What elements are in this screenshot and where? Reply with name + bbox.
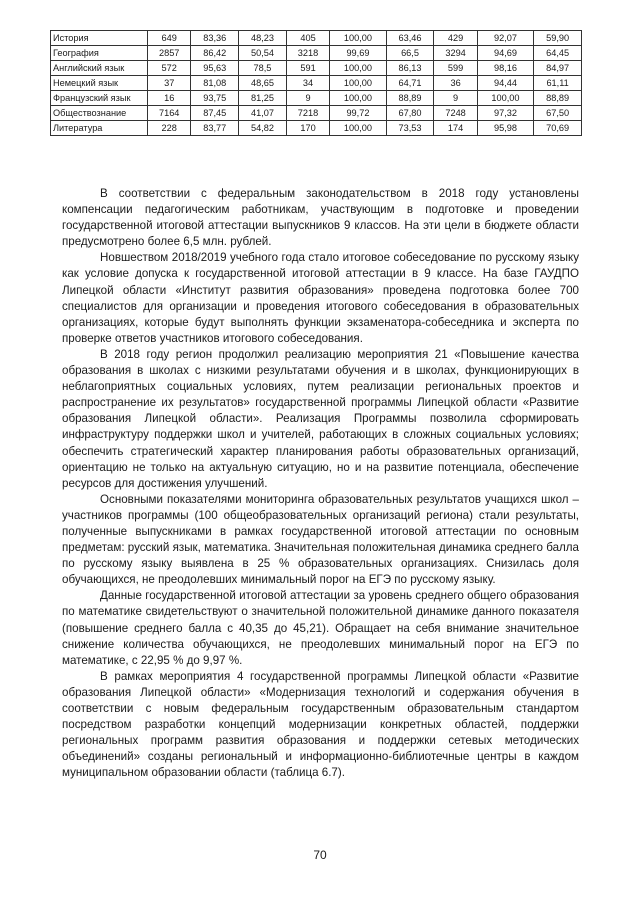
value-cell: 97,32 — [477, 106, 533, 121]
table-row — [51, 46, 582, 61]
value-cell: 70,69 — [534, 121, 582, 136]
value-cell: 87,45 — [191, 106, 239, 121]
value-cell: 34 — [286, 76, 329, 91]
subject-cell: Обществознание — [51, 106, 148, 121]
value-cell: 2857 — [148, 46, 191, 61]
value-cell: 100,00 — [330, 61, 386, 76]
value-cell: 37 — [148, 76, 191, 91]
paragraph: В соответствии с федеральным законодательством в 2018 году установлены компенсации педагогическим работникам, участвующим в подготовке и проведении государственной итоговой аттестации выпускников 9 классов. На эти цели в бюджете области предусмотрено более 6,5 млн. рублей. — [62, 187, 579, 249]
value-cell: 63,46 — [386, 31, 434, 46]
value-cell: 100,00 — [330, 121, 386, 136]
value-cell: 41,07 — [239, 106, 287, 121]
paragraph: Основными показателями мониторинга образовательных результатов учащихся школ – участников программы (100 общеобразовательных организаций региона) стали результаты, полученные выпускниками в рамках государственной итоговой аттестации по основным предметам: русский язык, математика. Значительная положительная динамика среднего балла по русскому языку выявлена в 25 % образовательных организациях. Снизилась доля обучающихся, не преодолевших минимальный порог на ЕГЭ по русскому языку. — [62, 492, 579, 587]
value-cell: 84,97 — [534, 61, 582, 76]
value-cell: 7248 — [434, 106, 477, 121]
value-cell: 591 — [286, 61, 329, 76]
value-cell: 95,63 — [191, 61, 239, 76]
value-cell: 572 — [148, 61, 191, 76]
value-cell: 88,89 — [386, 91, 434, 106]
results-table — [50, 30, 582, 136]
value-cell: 92,07 — [477, 31, 533, 46]
value-cell: 81,25 — [239, 91, 287, 106]
value-cell: 99,69 — [330, 46, 386, 61]
value-cell: 9 — [434, 91, 477, 106]
value-cell: 67,50 — [534, 106, 582, 121]
value-cell: 7218 — [286, 106, 329, 121]
table-row — [51, 121, 582, 136]
value-cell: 78,5 — [239, 61, 287, 76]
value-cell: 59,90 — [534, 31, 582, 46]
paragraph: В рамках мероприятия 4 государственной программы Липецкой области «Развитие образования Липецкой области» «Модернизация технологий и содержания обучения в соответствии с новым федеральным государственным образовательным стандартом посредством разработки концепций модернизации конкретных областей, поддержки региональных программ развития образования и поддержки сетевых методических объединений» созданы региональный и информационно-библиотечные центры в каждом муниципальном образовании области (таблица 6.7). — [62, 669, 579, 780]
value-cell: 16 — [148, 91, 191, 106]
value-cell: 100,00 — [330, 76, 386, 91]
value-cell: 83,36 — [191, 31, 239, 46]
value-cell: 228 — [148, 121, 191, 136]
paragraph: Новшеством 2018/2019 учебного года стало итоговое собеседование по русскому языку как условие допуска к государственной итоговой аттестации в 9 классе. На базе ГАУДПО Липецкой области «Институт развития образования» проведена подготовка более 700 специалистов для организации и проведения итогового собеседования в образовательных организациях, которые будут выполнять функции экзаменатора-собеседника и эксперта по проверке ответов участников итогового собеседования. — [62, 251, 579, 345]
results-table-body — [51, 31, 582, 136]
paragraph: В 2018 году регион продолжил реализацию мероприятия 21 «Повышение качества образования в школах с низкими результатами обучения и в школах, функционирующих в неблагоприятных социальных условиях, путем реализации региональных проектов и распространение их результатов» государственной программы Липецкой области «Развитие образования Липецкой области». Реализация Программы позволила сформировать инфраструктуру поддержки школ и учителей, работающих в сложных социальных условиях; обеспечить стратегический характер планирования работы образовательных организаций, ориентацию не только на актуальную ситуацию, но и на развитие потенциала, обеспечение ресурсов для достижения улучшений. — [62, 347, 579, 490]
subject-cell: Немецкий язык — [51, 76, 148, 91]
subject-cell: Французский язык — [51, 91, 148, 106]
value-cell: 83,77 — [191, 121, 239, 136]
value-cell: 93,75 — [191, 91, 239, 106]
value-cell: 36 — [434, 76, 477, 91]
value-cell: 9 — [286, 91, 329, 106]
table-row — [51, 91, 582, 106]
value-cell: 54,82 — [239, 121, 287, 136]
value-cell: 86,13 — [386, 61, 434, 76]
value-cell: 86,42 — [191, 46, 239, 61]
value-cell: 3294 — [434, 46, 477, 61]
value-cell: 174 — [434, 121, 477, 136]
value-cell: 66,5 — [386, 46, 434, 61]
value-cell: 61,11 — [534, 76, 582, 91]
value-cell: 64,45 — [534, 46, 582, 61]
value-cell: 95,98 — [477, 121, 533, 136]
body-text — [62, 186, 579, 781]
value-cell: 3218 — [286, 46, 329, 61]
paragraph: Данные государственной итоговой аттестации за уровень среднего общего образования по математике свидетельствуют о значительной положительной динамике данного показателя (повышение среднего балла с 40,35 до 45,21). Обращает на себя внимание значительное снижение количества обучающихся, не преодолевших минимальный порог на ЕГЭ по математике, с 22,95 % до 9,97 %. — [62, 589, 579, 667]
value-cell: 405 — [286, 31, 329, 46]
value-cell: 429 — [434, 31, 477, 46]
subject-cell: Литература — [51, 121, 148, 136]
table-row — [51, 106, 582, 121]
value-cell: 50,54 — [239, 46, 287, 61]
value-cell: 649 — [148, 31, 191, 46]
value-cell: 599 — [434, 61, 477, 76]
page-number: 70 — [313, 848, 327, 862]
value-cell: 81,08 — [191, 76, 239, 91]
value-cell: 94,69 — [477, 46, 533, 61]
value-cell: 67,80 — [386, 106, 434, 121]
value-cell: 100,00 — [330, 91, 386, 106]
table-row — [51, 31, 582, 46]
value-cell: 48,23 — [239, 31, 287, 46]
subject-cell: История — [51, 31, 148, 46]
value-cell: 73,53 — [386, 121, 434, 136]
value-cell: 98,16 — [477, 61, 533, 76]
value-cell: 99,72 — [330, 106, 386, 121]
subject-cell: Английский язык — [51, 61, 148, 76]
value-cell: 170 — [286, 121, 329, 136]
table-row — [51, 61, 582, 76]
value-cell: 88,89 — [534, 91, 582, 106]
value-cell: 100,00 — [330, 31, 386, 46]
value-cell: 64,71 — [386, 76, 434, 91]
value-cell: 100,00 — [477, 91, 533, 106]
value-cell: 94,44 — [477, 76, 533, 91]
table-row — [51, 76, 582, 91]
value-cell: 7164 — [148, 106, 191, 121]
subject-cell: География — [51, 46, 148, 61]
value-cell: 48,65 — [239, 76, 287, 91]
